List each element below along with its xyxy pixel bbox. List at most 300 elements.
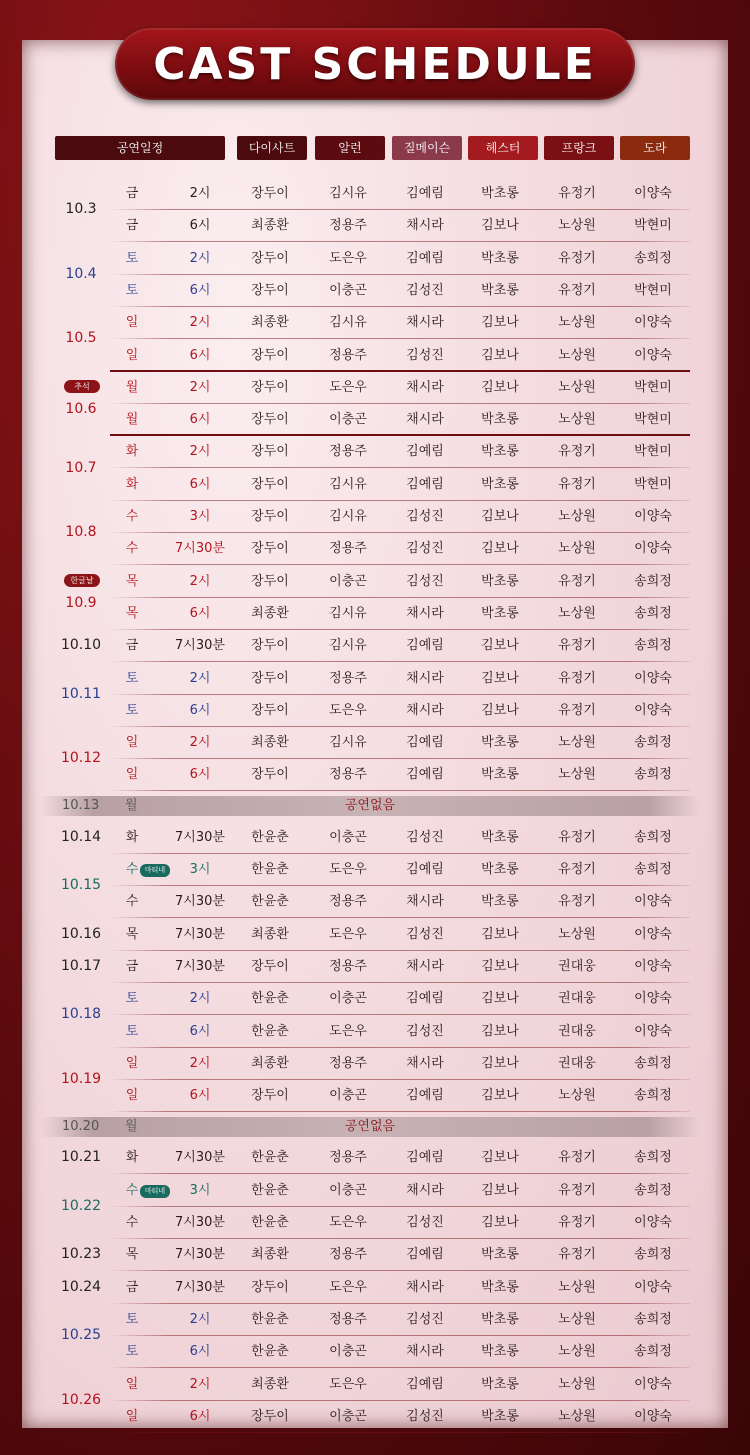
cast-cell: 권대웅: [558, 1023, 596, 1039]
cast-cell: 김보나: [481, 1055, 519, 1071]
header-role-3: 질메이슨: [392, 136, 462, 160]
cast-cell: 한윤춘: [251, 1344, 289, 1360]
cast-cell: 유정기: [558, 1247, 596, 1263]
no-show-text: 공연없음: [344, 798, 396, 814]
weekday-cell: 화: [125, 444, 139, 460]
time-cell: 7시30분: [175, 1247, 225, 1263]
cast-cell: 김예림: [406, 1247, 444, 1263]
cast-cell: 한윤춘: [251, 1023, 289, 1039]
header-role-4: 헤스터: [468, 136, 538, 160]
cast-cell: 유정기: [558, 282, 596, 298]
cast-cell: 김보나: [481, 509, 519, 524]
cast-cell: 한윤춘: [251, 829, 289, 845]
time-cell: 2시: [189, 379, 211, 395]
cast-cell: 채시라: [406, 412, 444, 428]
cast-cell: 채시라: [406, 702, 444, 718]
weekday-cell: 금: [125, 186, 139, 201]
weekday-cell: 수: [125, 1215, 139, 1230]
cast-cell: 정용주: [329, 218, 367, 234]
cast-cell: 장두이: [251, 1279, 289, 1295]
matinee-badge: 마티네: [140, 1185, 170, 1198]
cast-cell: 장두이: [251, 509, 289, 524]
cast-cell: 채시라: [406, 958, 444, 974]
cast-cell: 이양숙: [634, 926, 672, 942]
header-schedule: 공연일정: [55, 136, 225, 160]
weekday-cell: 월: [125, 412, 139, 428]
table-row: [110, 822, 690, 854]
cast-cell: 장두이: [251, 1408, 289, 1424]
cast-cell: 정용주: [329, 1055, 367, 1071]
header-role-1: 다이사트: [237, 136, 307, 160]
cast-cell: 장두이: [251, 541, 289, 557]
date-label: 10.17: [60, 957, 102, 974]
time-cell: 3시: [189, 1182, 211, 1198]
cast-cell: 김보나: [481, 926, 519, 942]
cast-cell: 김예림: [406, 476, 444, 492]
table-header: [0, 136, 750, 160]
weekday-cell: 수: [125, 509, 139, 524]
date-label: 10.12: [60, 750, 102, 767]
cast-cell: 유정기: [558, 250, 596, 266]
row-divider: [110, 1432, 690, 1433]
weekday-cell: 목: [125, 926, 139, 942]
date-label: 10.24: [60, 1278, 102, 1295]
cast-cell: 채시라: [406, 1055, 444, 1071]
cast-cell: 유정기: [558, 894, 596, 910]
cast-cell: 박현미: [634, 218, 672, 234]
table-row: [110, 1336, 690, 1368]
cast-cell: 도은우: [329, 926, 367, 942]
header-role-2: 알런: [315, 136, 385, 160]
cast-cell: 유정기: [558, 444, 596, 460]
cast-cell: 노상원: [558, 1311, 596, 1327]
date-label: 10.9: [65, 594, 97, 611]
weekday-cell: 수: [125, 1182, 139, 1198]
time-cell: 2시: [189, 1311, 211, 1327]
table-row: [110, 178, 690, 210]
date-label: 10.11: [60, 685, 102, 702]
weekday-cell: 일: [125, 347, 139, 363]
row-divider: [110, 1111, 690, 1112]
cast-cell: 김성진: [406, 509, 444, 524]
cast-cell: 노상원: [558, 735, 596, 751]
cast-cell: 이양숙: [634, 702, 672, 718]
no-show-bar: [40, 1117, 700, 1137]
table-row: [110, 951, 690, 983]
weekday-cell: 토: [125, 282, 139, 298]
cast-cell: 김시유: [329, 476, 367, 492]
no-show-weekday: 월: [125, 1119, 138, 1135]
cast-cell: 장두이: [251, 1088, 289, 1104]
cast-cell: 김시유: [329, 315, 367, 331]
weekday-cell: 토: [125, 1344, 139, 1360]
cast-cell: 박초롱: [481, 1344, 519, 1360]
weekday-cell: 목: [125, 573, 139, 589]
cast-cell: 정용주: [329, 1311, 367, 1327]
table-row: [110, 663, 690, 695]
cast-cell: 박초롱: [481, 573, 519, 589]
cast-cell: 송희정: [634, 829, 672, 845]
time-cell: 6시: [189, 1023, 211, 1039]
cast-cell: 최종환: [251, 926, 289, 942]
cast-cell: 송희정: [634, 1344, 672, 1360]
time-cell: 2시: [189, 315, 211, 331]
cast-cell: 장두이: [251, 702, 289, 718]
cast-cell: 유정기: [558, 573, 596, 589]
table-row: [110, 1401, 690, 1433]
cast-cell: 장두이: [251, 444, 289, 460]
time-cell: 6시: [189, 1088, 211, 1104]
cast-cell: 권대웅: [558, 1055, 596, 1071]
cast-cell: 장두이: [251, 767, 289, 783]
cast-cell: 김예림: [406, 1376, 444, 1392]
time-cell: 2시: [189, 670, 211, 686]
cast-cell: 채시라: [406, 894, 444, 910]
cast-cell: 김보나: [481, 702, 519, 718]
cast-cell: 장두이: [251, 638, 289, 654]
time-cell: 6시: [189, 476, 211, 492]
cast-cell: 김보나: [481, 1150, 519, 1166]
table-row: [110, 1080, 690, 1112]
cast-cell: 김보나: [481, 991, 519, 1007]
weekday-cell: 토: [125, 670, 139, 686]
weekday-cell: 목: [125, 605, 139, 621]
time-cell: 2시: [189, 444, 211, 460]
cast-cell: 노상원: [558, 926, 596, 942]
cast-cell: 최종환: [251, 1247, 289, 1263]
cast-cell: 노상원: [558, 1088, 596, 1104]
table-row: [110, 630, 690, 662]
cast-cell: 김시유: [329, 638, 367, 654]
cast-cell: 장두이: [251, 250, 289, 266]
date-label: 10.10: [60, 637, 102, 654]
cast-cell: 채시라: [406, 379, 444, 395]
cast-cell: 송희정: [634, 735, 672, 751]
time-cell: 7시30분: [175, 926, 225, 942]
cast-cell: 장두이: [251, 476, 289, 492]
cast-cell: 김보나: [481, 315, 519, 331]
cast-cell: 이충곤: [329, 829, 367, 845]
cast-cell: 이충곤: [329, 412, 367, 428]
holiday-badge: 추석: [64, 380, 100, 393]
cast-cell: 도은우: [329, 1376, 367, 1392]
cast-cell: 김보나: [481, 379, 519, 395]
cast-cell: 한윤춘: [251, 1150, 289, 1166]
cast-cell: 장두이: [251, 282, 289, 298]
cast-cell: 김예림: [406, 250, 444, 266]
cast-cell: 도은우: [329, 862, 367, 877]
table-row: [110, 404, 690, 436]
holiday-badge: 한글날: [64, 574, 100, 587]
cast-cell: 정용주: [329, 894, 367, 910]
cast-cell: 노상원: [558, 347, 596, 363]
cast-cell: 김성진: [406, 829, 444, 845]
cast-cell: 정용주: [329, 670, 367, 686]
cast-cell: 도은우: [329, 1023, 367, 1039]
cast-cell: 채시라: [406, 1182, 444, 1198]
table-row: [110, 1369, 690, 1401]
cast-cell: 이충곤: [329, 1344, 367, 1360]
cast-cell: 노상원: [558, 218, 596, 234]
table-row: [110, 566, 690, 598]
cast-cell: 이충곤: [329, 282, 367, 298]
time-cell: 2시: [189, 250, 211, 266]
cast-cell: 정용주: [329, 1247, 367, 1263]
cast-cell: 채시라: [406, 605, 444, 621]
cast-cell: 김성진: [406, 926, 444, 942]
table-row: [110, 1175, 690, 1207]
time-cell: 2시: [189, 573, 211, 589]
cast-cell: 노상원: [558, 1344, 596, 1360]
time-cell: 7시30분: [175, 638, 225, 654]
no-show-weekday: 월: [125, 798, 138, 814]
date-label: 10.21: [60, 1149, 102, 1166]
date-label: 10.16: [60, 925, 102, 942]
cast-cell: 박초롱: [481, 186, 519, 201]
date-label: 10.8: [65, 524, 97, 541]
time-cell: 6시: [189, 347, 211, 363]
table-row: [110, 1016, 690, 1048]
weekday-cell: 금: [125, 218, 139, 234]
time-cell: 6시: [189, 1344, 211, 1360]
cast-cell: 박초롱: [481, 250, 519, 266]
date-label: 10.23: [60, 1246, 102, 1263]
weekday-cell: 토: [125, 991, 139, 1007]
cast-cell: 김성진: [406, 1215, 444, 1230]
table-row: [110, 1272, 690, 1304]
cast-cell: 권대웅: [558, 991, 596, 1007]
row-divider: [110, 790, 690, 791]
time-cell: 3시: [189, 862, 211, 877]
cast-cell: 김예림: [406, 1088, 444, 1104]
weekday-cell: 금: [125, 958, 139, 974]
cast-cell: 유정기: [558, 476, 596, 492]
time-cell: 6시: [189, 282, 211, 298]
cast-cell: 박초롱: [481, 282, 519, 298]
cast-cell: 최종환: [251, 315, 289, 331]
cast-cell: 김시유: [329, 509, 367, 524]
cast-cell: 송희정: [634, 1150, 672, 1166]
cast-cell: 박초롱: [481, 862, 519, 877]
cast-cell: 김보나: [481, 1215, 519, 1230]
cast-cell: 이양숙: [634, 186, 672, 201]
cast-cell: 김보나: [481, 541, 519, 557]
cast-cell: 노상원: [558, 379, 596, 395]
cast-cell: 이충곤: [329, 1088, 367, 1104]
cast-cell: 송희정: [634, 1055, 672, 1071]
date-label: 10.4: [65, 265, 97, 282]
cast-cell: 김예림: [406, 1150, 444, 1166]
cast-cell: 김예림: [406, 862, 444, 877]
table-row: [110, 1142, 690, 1174]
cast-cell: 김보나: [481, 638, 519, 654]
cast-cell: 박초롱: [481, 1247, 519, 1263]
cast-cell: 김성진: [406, 573, 444, 589]
date-label: 10.5: [65, 330, 97, 347]
weekday-cell: 일: [125, 1408, 139, 1424]
matinee-badge: 마티네: [140, 864, 170, 877]
cast-cell: 박초롱: [481, 894, 519, 910]
time-cell: 7시30분: [175, 1215, 225, 1230]
cast-cell: 박초롱: [481, 1408, 519, 1424]
cast-cell: 장두이: [251, 670, 289, 686]
table-row: [110, 759, 690, 791]
cast-cell: 채시라: [406, 1344, 444, 1360]
weekday-cell: 수: [125, 894, 139, 910]
table-row: [110, 533, 690, 565]
no-show-text: 공연없음: [344, 1119, 396, 1135]
weekday-cell: 일: [125, 1376, 139, 1392]
cast-cell: 정용주: [329, 347, 367, 363]
cast-cell: 이충곤: [329, 1182, 367, 1198]
cast-cell: 김보나: [481, 218, 519, 234]
weekday-cell: 화: [125, 829, 139, 845]
time-cell: 6시: [189, 218, 211, 234]
date-label: 10.19: [60, 1070, 102, 1087]
cast-cell: 유정기: [558, 638, 596, 654]
cast-cell: 유정기: [558, 1215, 596, 1230]
cast-cell: 김성진: [406, 1408, 444, 1424]
cast-cell: 이양숙: [634, 991, 672, 1007]
cast-cell: 송희정: [634, 1311, 672, 1327]
cast-cell: 최종환: [251, 218, 289, 234]
table-row: [110, 340, 690, 372]
weekday-cell: 화: [125, 1150, 139, 1166]
weekday-cell: 금: [125, 638, 139, 654]
cast-cell: 한윤춘: [251, 1182, 289, 1198]
cast-cell: 한윤춘: [251, 1311, 289, 1327]
weekday-cell: 수: [125, 541, 139, 557]
cast-cell: 도은우: [329, 379, 367, 395]
time-cell: 6시: [189, 702, 211, 718]
weekday-cell: 일: [125, 1088, 139, 1104]
cast-cell: 박현미: [634, 476, 672, 492]
cast-cell: 유정기: [558, 1182, 596, 1198]
cast-cell: 노상원: [558, 315, 596, 331]
date-label: 10.25: [60, 1327, 102, 1344]
cast-cell: 이양숙: [634, 1215, 672, 1230]
cast-cell: 노상원: [558, 1279, 596, 1295]
date-label: 10.14: [60, 828, 102, 845]
cast-cell: 이충곤: [329, 991, 367, 1007]
cast-cell: 박초롱: [481, 476, 519, 492]
cast-cell: 김예림: [406, 767, 444, 783]
cast-cell: 한윤춘: [251, 1215, 289, 1230]
table-row: [110, 243, 690, 275]
weekday-cell: 토: [125, 702, 139, 718]
weekday-cell: 일: [125, 735, 139, 751]
date-label: 10.6: [65, 400, 97, 417]
cast-cell: 이양숙: [634, 1376, 672, 1392]
table-row: [110, 983, 690, 1015]
cast-cell: 채시라: [406, 315, 444, 331]
cast-cell: 박현미: [634, 282, 672, 298]
cast-cell: 박초롱: [481, 829, 519, 845]
weekday-cell: 화: [125, 476, 139, 492]
cast-cell: 도은우: [329, 702, 367, 718]
cast-cell: 한윤춘: [251, 894, 289, 910]
cast-cell: 노상원: [558, 1376, 596, 1392]
page-title: CAST SCHEDULE: [153, 38, 597, 90]
cast-cell: 김예림: [406, 991, 444, 1007]
cast-cell: 정용주: [329, 767, 367, 783]
cast-cell: 김예림: [406, 638, 444, 654]
cast-cell: 최종환: [251, 1055, 289, 1071]
cast-cell: 정용주: [329, 958, 367, 974]
table-row: [110, 919, 690, 951]
table-row: [110, 275, 690, 307]
cast-cell: 정용주: [329, 541, 367, 557]
cast-cell: 최종환: [251, 735, 289, 751]
cast-cell: 정용주: [329, 444, 367, 460]
weekday-cell: 토: [125, 1311, 139, 1327]
cast-cell: 김성진: [406, 541, 444, 557]
cast-cell: 박초롱: [481, 1311, 519, 1327]
cast-cell: 김시유: [329, 186, 367, 201]
cast-cell: 유정기: [558, 1150, 596, 1166]
cast-cell: 이양숙: [634, 509, 672, 524]
cast-cell: 이양숙: [634, 670, 672, 686]
weekday-cell: 금: [125, 1279, 139, 1295]
weekday-cell: 일: [125, 1055, 139, 1071]
cast-cell: 박현미: [634, 444, 672, 460]
cast-cell: 한윤춘: [251, 862, 289, 877]
cast-cell: 최종환: [251, 605, 289, 621]
date-label: 10.7: [65, 459, 97, 476]
cast-cell: 노상원: [558, 541, 596, 557]
cast-cell: 박초롱: [481, 1279, 519, 1295]
date-label: 10.22: [60, 1197, 102, 1214]
cast-cell: 박초롱: [481, 767, 519, 783]
weekday-cell: 일: [125, 315, 139, 331]
cast-cell: 김성진: [406, 1311, 444, 1327]
title-banner: [115, 28, 635, 100]
cast-cell: 장두이: [251, 186, 289, 201]
time-cell: 3시: [189, 509, 211, 524]
table-row: [110, 886, 690, 918]
cast-cell: 박초롱: [481, 605, 519, 621]
cast-cell: 이양숙: [634, 1408, 672, 1424]
cast-cell: 김시유: [329, 735, 367, 751]
cast-cell: 유정기: [558, 702, 596, 718]
cast-cell: 장두이: [251, 412, 289, 428]
cast-cell: 이충곤: [329, 1408, 367, 1424]
cast-cell: 장두이: [251, 347, 289, 363]
cast-cell: 김성진: [406, 1023, 444, 1039]
table-row: [110, 469, 690, 501]
cast-cell: 채시라: [406, 670, 444, 686]
cast-cell: 이양숙: [634, 1279, 672, 1295]
time-cell: 7시30분: [175, 1279, 225, 1295]
cast-cell: 도은우: [329, 1215, 367, 1230]
cast-cell: 이충곤: [329, 573, 367, 589]
cast-cell: 송희정: [634, 1182, 672, 1198]
cast-cell: 채시라: [406, 218, 444, 234]
time-cell: 7시30분: [175, 894, 225, 910]
time-cell: 6시: [189, 767, 211, 783]
time-cell: 6시: [189, 605, 211, 621]
cast-cell: 이양숙: [634, 315, 672, 331]
cast-cell: 정용주: [329, 1150, 367, 1166]
cast-cell: 노상원: [558, 1408, 596, 1424]
table-row: [110, 1207, 690, 1239]
cast-cell: 김보나: [481, 670, 519, 686]
table-row: [110, 210, 690, 242]
cast-cell: 박현미: [634, 412, 672, 428]
cast-cell: 노상원: [558, 509, 596, 524]
cast-cell: 박초롱: [481, 412, 519, 428]
table-row: [110, 854, 690, 886]
